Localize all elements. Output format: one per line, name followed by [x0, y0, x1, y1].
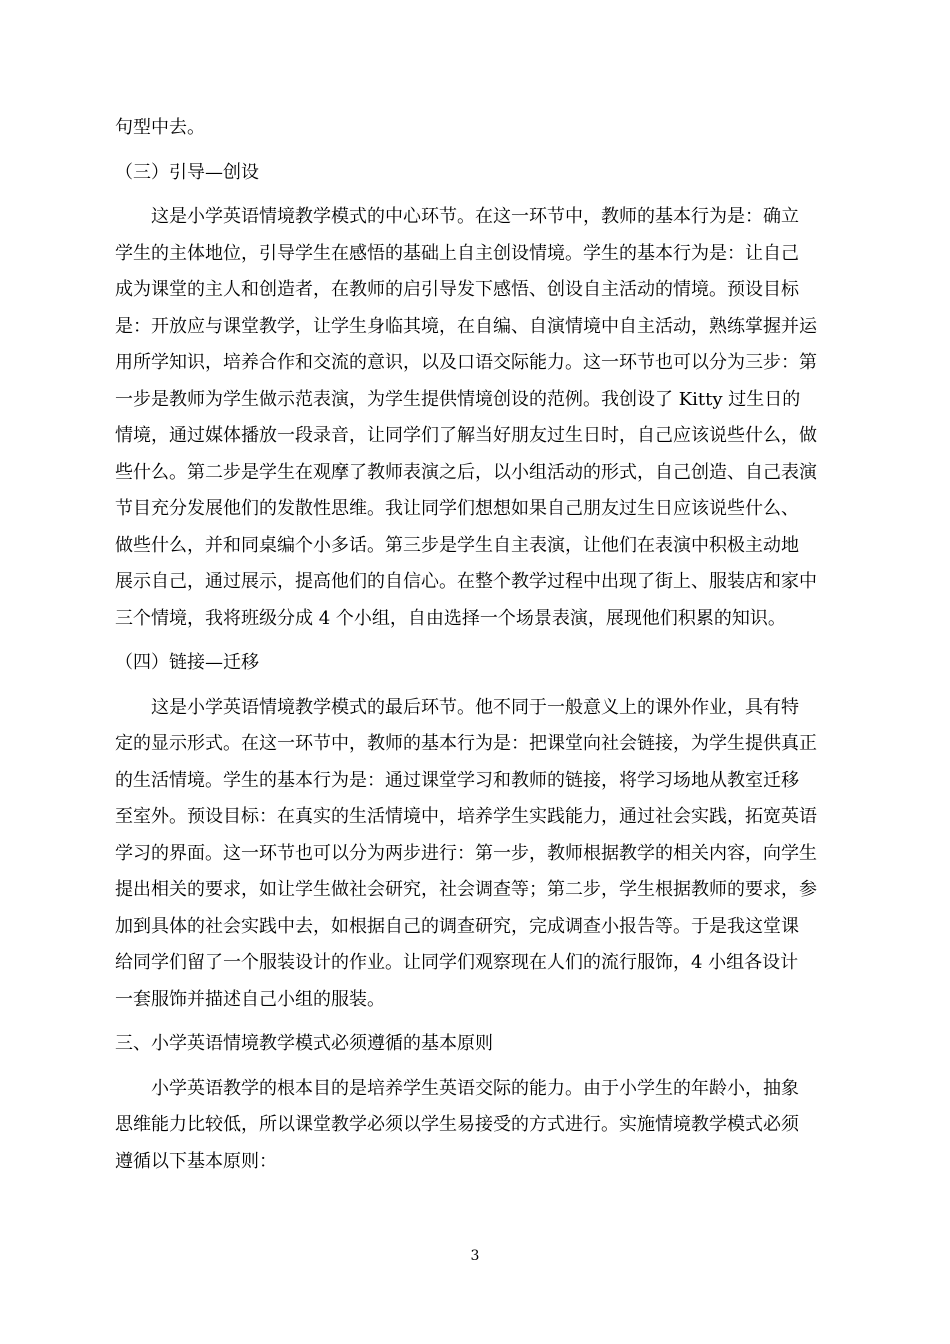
heading-link-transfer: （四）链接—迁移: [115, 652, 259, 673]
paragraph-link-transfer: [115, 690, 835, 1019]
text-line: 至室外。预设目标：在真实的生活情境中，培养学生实践能力，通过社会实践，拓宽英语: [115, 806, 817, 827]
text-line: 展示自己，通过展示，提高他们的自信心。在整个教学过程中出现了街上、服装店和家中: [115, 571, 817, 592]
text-line: 小学英语教学的根本目的是培养学生英语交际的能力。由于小学生的年龄小，抽象: [151, 1077, 799, 1099]
text-line: 提出相关的要求，如让学生做社会研究，社会调查等；第二步，学生根据教师的要求，参: [115, 879, 817, 900]
paragraph-principles: [115, 1071, 835, 1181]
heading-guide-create: （三）引导—创设: [115, 161, 259, 183]
text-line: 成为课堂的主人和创造者，在教师的启引导发下感悟、创设自主活动的情境。预设目标: [115, 279, 799, 300]
text-line: 遵循以下基本原则：: [115, 1150, 277, 1172]
text-line: 这是小学英语情境教学模式的最后环节。他不同于一般意义上的课外作业，具有特: [151, 696, 799, 718]
text-line: 用所学知识，培养合作和交流的意识，以及口语交际能力。这一环节也可以分为三步：第: [115, 352, 817, 373]
text-line: 学习的界面。这一环节也可以分为两步进行：第一步，教师根据教学的相关内容，向学生: [115, 842, 817, 864]
intro-fragment: [115, 110, 835, 147]
text-line: 情境，通过媒体播放一段录音，让同学们了解当好朋友过生日时，自己应该说些什么，做: [115, 425, 817, 446]
page-number: 3: [470, 1248, 480, 1264]
text-line: 句型中去。: [115, 117, 205, 138]
paragraph-guide-create: [115, 199, 835, 637]
text-line: 学生的主体地位，引导学生在感悟的基础上自主创设情境。学生的基本行为是：让自己: [115, 242, 799, 264]
text-line: 一套服饰并描述自己小组的服装。: [115, 988, 385, 1010]
section-heading-principles: 三、小学英语情境教学模式必须遵循的基本原则: [115, 1033, 493, 1054]
text-line: 给同学们留了一个服装设计的作业。让同学们观察现在人们的流行服饰，4 小组各设计: [115, 952, 799, 973]
document-body: [115, 110, 835, 1188]
text-line: 思维能力比较低，所以课堂教学必须以学生易接受的方式进行。实施情境教学模式必须: [115, 1114, 799, 1135]
text-line: 些什么。第二步是学生在观摩了教师表演之后，以小组活动的形式，自己创造、自己表演: [115, 461, 817, 483]
text-line: 这是小学英语情境教学模式的中心环节。在这一环节中，教师的基本行为是：确立: [151, 206, 799, 227]
text-line: 一步是教师为学生做示范表演，为学生提供情境创设的范例。我创设了 Kitty 过生日的: [115, 388, 801, 410]
text-line: 做些什么，并和同桌编个小多话。第三步是学生自主表演，让他们在表演中积极主动地: [115, 534, 799, 556]
text-line: 定的显示形式。在这一环节中，教师的基本行为是：把课堂向社会链接，为学生提供真正: [115, 733, 817, 754]
text-line: 加到具体的社会实践中去，如根据自己的调查研究，完成调查小报告等。于是我这堂课: [115, 915, 799, 937]
text-line: 是：开放应与课堂教学，让学生身临其境，在自编、自演情境中自主活动，熟练掌握并运: [115, 315, 817, 337]
text-line: 的生活情境。学生的基本行为是：通过课堂学习和教师的链接，将学习场地从教室迁移: [115, 769, 799, 791]
text-line: 节目充分发展他们的发散性思维。我让同学们想想如果自己朋友过生日应该说些什么、: [115, 498, 799, 519]
text-line: 三个情境，我将班级分成 4 个小组，自由选择一个场景表演，展现他们积累的知识。: [115, 607, 786, 629]
